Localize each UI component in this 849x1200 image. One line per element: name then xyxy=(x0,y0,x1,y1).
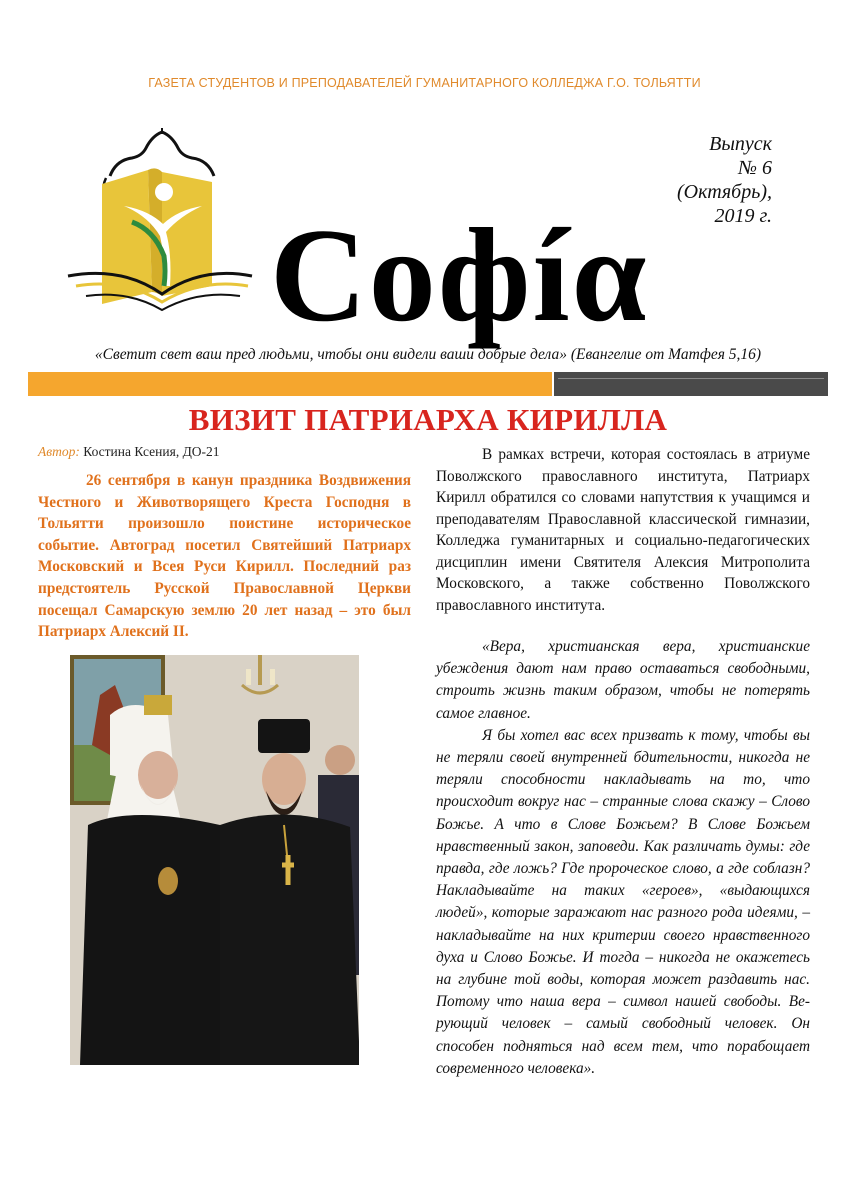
article-author xyxy=(38,444,398,460)
article-quote-paragraph-2: Я бы хотел вас всех призвать к тому, чтобы вы не теряли своей внутренней бдительности, никогда не теряли способности накладывать на то, что происходит вокруг нас – странные слова скажу – Слово Божье. А что в Слове Божьем? В Слове Божьем нравственный закон, заповеди. Как различать думы: где правда, где ложь? Где пророческое слово, а где соблазн? Накладывайте на таких «героев», «выдающихся людей», которые заражают нас разного рода идеями, – накладывайте на них критерии своего нравственного духа и Слово Божье. И тогда – никогда не окажетесь на глубине той воды, которая может раздавить нас. Потому что наша вера – символ нашей свободы. Верующий человек – самый свободный человек. Он способен подняться над всем тем, что порабощает современного человека». xyxy=(436,726,810,1077)
article-quote-paragraph-1: «Вера, христианская вера, христианские убеждения дают нам право оставаться свободными, строить жизнь таким образом, чтобы не потерять самое главное. xyxy=(436,638,810,722)
article-headline: ВИЗИТ ПАТРИАРХА КИРИЛЛА xyxy=(188,402,668,437)
author-name: Костина Ксения, ДО-21 xyxy=(83,444,220,459)
article-intro-paragraph: В рамках встречи, которая состоялась в атриуме Поволжского православного института, Патриарх Кирилл обратился со словами напутствия к учащимся и преподавателям Православной классической гимназии, Колледжа гуманитарных и социально-педагогических дисциплин имени Святителя Алексия Митрополита Московского, а также собственно Поволжского православного института. xyxy=(436,446,810,614)
masthead-subtitle: ГАЗЕТА СТУДЕНТОВ И ПРЕПОДАВАТЕЛЕЙ ГУМАНИТАРНОГО КОЛЛЕДЖА Г.О. ТОЛЬЯТТИ xyxy=(148,76,701,90)
motto: «Светит свет ваш пред людьми, чтобы они видели ваши добрые дела» (Евангелие от Матфея 5,16) xyxy=(94,346,762,363)
issue-label: Выпуск xyxy=(709,133,772,155)
article-lead: 26 сентября в канун праздника Воздвижения Честного и Животворящего Креста Господня в Тольятти произошло поистине историческое событие. Автоград посетил Святейший Патриарх Московский и Всея Руси Кирилл. Последний раз предстоятель Русской Православной Церкви посещал Самарскую землю 20 лет назад – это был Патриарх Алексий II. xyxy=(38,472,411,641)
issue-month: (Октябрь), xyxy=(677,181,772,203)
author-label: Автор: xyxy=(38,444,80,459)
issue-year: 2019 г. xyxy=(714,205,772,227)
newspaper-title: Софíα xyxy=(270,201,649,349)
issue-number: № 6 xyxy=(738,157,772,179)
college-book-logo-icon xyxy=(62,126,258,322)
patriarch-photo-icon xyxy=(70,655,359,1065)
article-body xyxy=(436,444,810,1080)
header-bar-dark xyxy=(554,372,828,396)
header-bar-orange xyxy=(28,372,552,396)
